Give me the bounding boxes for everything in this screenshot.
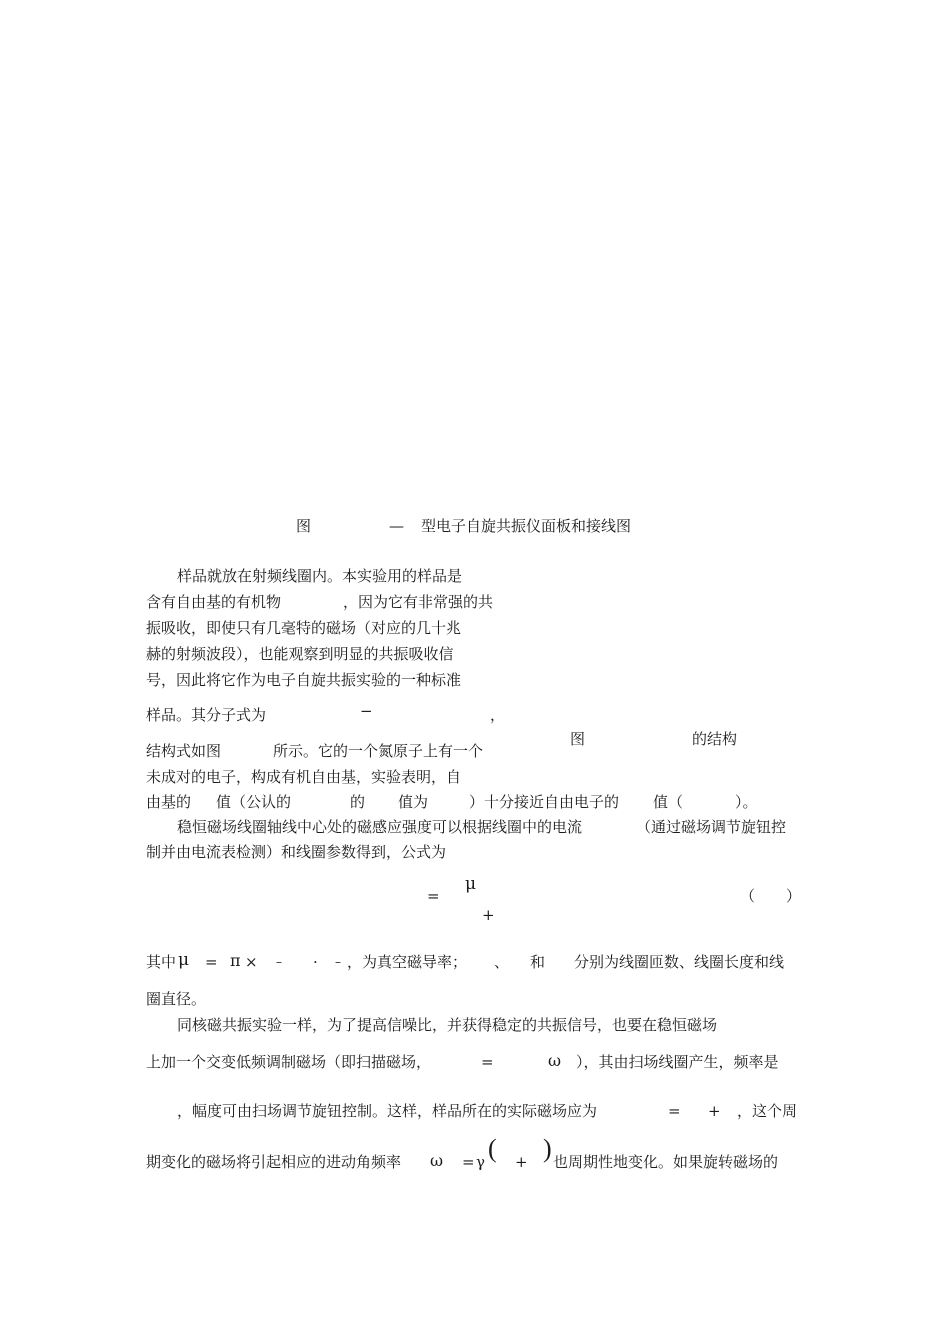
paragraph-line: 所示。它的一个氮原子上有一个 [273,742,484,760]
symbol-plus: + [708,1102,721,1120]
symbol-gamma: γ [476,1153,485,1171]
paragraph-line: ），其由扫场线圈产生，频率是 [576,1053,779,1071]
paragraph-line: ，为真空磁导率； [347,953,468,971]
paragraph-line: 值（ [653,793,684,811]
symbol-omega: ω [548,1051,562,1070]
side-figure-caption: 的结构 [692,730,738,748]
paragraph-line: （通过磁场调节旋钮控 [636,818,787,836]
formula-mu: μ [465,874,477,894]
paragraph-line: ，幅度可由扫场调节旋钮控制。这样，样品所在的实际磁场应为 [177,1102,598,1120]
figure-caption-label: 图 [296,517,312,535]
paragraph-line: 赫的射频波段），也能观察到明显的共振吸收信 [146,645,454,663]
paragraph-line: 期变化的磁场将引起相应的进动角频率 [146,1153,402,1171]
symbol-dot: · [313,953,318,971]
paragraph-line: ，这个周 [737,1102,798,1120]
paragraph-line: 值为 [398,793,429,811]
symbol-times: × [245,953,258,971]
equation-number-open: （ [740,887,756,905]
figure-caption-dash: — [389,517,404,535]
paragraph-line: 号，因此将它作为电子自旋共振实验的一种标准 [146,671,462,689]
formula-plus: + [482,906,495,924]
paragraph-line: 的 [350,793,366,811]
paragraph-line: 圈直径。 [146,990,207,1008]
paragraph-punct: 、 [494,953,510,971]
paragraph-line: 其中 [146,953,177,971]
paragraph-line: 含有自由基的有机物 [146,593,282,611]
symbol-equals: = [462,1153,475,1171]
paragraph-line: 制并由电流表检测）和线圈参数得到，公式为 [146,843,447,861]
figure-caption-text: 型电子自旋共振仪面板和接线图 [421,517,632,535]
formula-equals: = [427,887,440,905]
side-figure-label: 图 [570,730,586,748]
paragraph-line: 结构式如图 [146,742,222,760]
paragraph-line: ，因为它有非常强的共 [343,593,494,611]
symbol-plus: + [515,1153,528,1171]
paragraph-line: 和 [530,953,546,971]
paragraph-line: 稳恒磁场线圈轴线中心处的磁感应强度可以根据线圈中的电流 [177,818,583,836]
paragraph-line: 样品就放在射频线圈内。本实验用的样品是 [177,567,463,585]
paragraph-line: 振吸收，即使只有几毫特的磁场（对应的几十兆 [146,619,462,637]
paren-open: ( [488,1134,497,1163]
paragraph-line: 也周期性地变化。如果旋转磁场的 [553,1153,779,1171]
symbol-equals: = [481,1053,494,1071]
paragraph-punct: ， [490,706,506,724]
symbol-equals: = [205,953,218,971]
equation-number-close: ） [786,887,802,905]
paragraph-line: 未成对的电子，构成有机自由基，实验表明，自 [146,768,462,786]
paragraph-line: 值（公认的 [216,793,292,811]
paragraph-line: ）。 [735,793,758,811]
symbol-minus: – [335,955,341,969]
paragraph-line: 样品。其分子式为 [146,706,267,724]
paragraph-line: 由基的 [146,793,192,811]
symbol-omega: ω [430,1151,444,1170]
paragraph-line: 上加一个交变低频调制磁场（即扫描磁场， [146,1053,432,1071]
symbol-minus: – [276,955,282,969]
symbol-equals: = [668,1102,681,1120]
symbol-pi: π [230,951,241,970]
paragraph-symbol: − [360,702,373,720]
paragraph-line: ）十分接近自由电子的 [469,793,620,811]
paragraph-line: 分别为线圈匝数、线圈长度和线 [574,953,785,971]
symbol-mu: μ [178,950,190,970]
paragraph-line: 同核磁共振实验一样，为了提高信噪比，并获得稳定的共振信号，也要在稳恒磁场 [177,1016,718,1034]
paren-close: ) [543,1134,552,1163]
